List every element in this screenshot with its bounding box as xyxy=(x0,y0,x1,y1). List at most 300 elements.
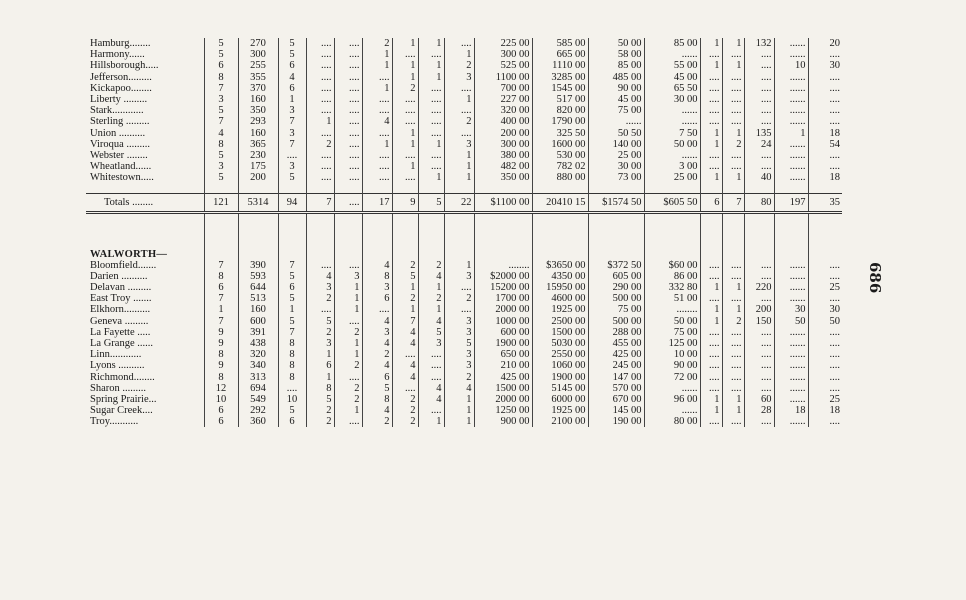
value-cell: 200 xyxy=(238,172,278,183)
value-cell: 150 xyxy=(744,316,774,327)
value-cell: 1 xyxy=(444,150,474,161)
value-cell: 8 xyxy=(278,349,306,360)
value-cell: ...... xyxy=(774,150,808,161)
spacer-cell xyxy=(418,248,444,259)
value-cell: 6 xyxy=(278,416,306,427)
value-cell: 4 xyxy=(392,338,418,349)
value-cell: 500 00 xyxy=(588,293,644,304)
value-cell: 5145 00 xyxy=(532,383,588,394)
value-cell: .... xyxy=(362,72,392,83)
value-cell: 50 50 xyxy=(588,128,644,139)
value-cell: 5 xyxy=(306,394,334,405)
town-name-cell: Whitestown..... xyxy=(90,172,154,184)
value-cell: .... xyxy=(392,172,418,183)
town-name-cell: Harmony...... xyxy=(90,49,145,61)
value-cell: 517 00 xyxy=(532,94,588,105)
value-cell: 1 xyxy=(722,405,744,416)
town-name-cell: Jefferson......... xyxy=(90,71,152,83)
value-cell: 5 xyxy=(306,316,334,327)
spacer-cell xyxy=(86,183,204,194)
value-cell: 1100 00 xyxy=(474,72,532,83)
ledger-body xyxy=(86,38,842,427)
value-cell: 320 xyxy=(238,349,278,360)
value-cell: 210 00 xyxy=(474,360,532,371)
spacer-cell xyxy=(532,183,588,194)
value-cell: .... xyxy=(334,416,362,427)
value-cell: 2 xyxy=(392,394,418,405)
value-cell: 7 xyxy=(204,260,238,271)
table-row xyxy=(86,349,842,360)
value-cell: 28 xyxy=(744,405,774,416)
spacer-cell xyxy=(444,248,474,259)
spacer-cell xyxy=(392,248,418,259)
value-cell: 40 xyxy=(744,172,774,183)
value-cell: 880 00 xyxy=(532,172,588,183)
value-cell: 1 xyxy=(392,72,418,83)
value-cell: .... xyxy=(418,150,444,161)
value-cell: 9 xyxy=(392,194,418,213)
value-cell: 3 xyxy=(418,338,444,349)
value-cell: .... xyxy=(418,360,444,371)
spacer-cell xyxy=(588,213,644,249)
town-name-cell: Webster ........ xyxy=(90,149,148,161)
spacer-cell xyxy=(744,213,774,249)
value-cell: 132 xyxy=(744,38,774,49)
value-cell: 94 xyxy=(278,194,306,213)
value-cell: 370 xyxy=(238,83,278,94)
value-cell: $2000 00 xyxy=(474,271,532,282)
value-cell: .... xyxy=(334,72,362,83)
value-cell: 7 xyxy=(278,260,306,271)
value-cell: .... xyxy=(392,349,418,360)
value-cell: 6 xyxy=(362,372,392,383)
value-cell: 400 00 xyxy=(474,116,532,127)
town-name-cell: Troy........... xyxy=(90,416,139,428)
value-cell: 58 00 xyxy=(588,49,644,60)
value-cell: 6 xyxy=(204,405,238,416)
value-cell: 1 xyxy=(700,282,722,293)
value-cell: .... xyxy=(700,83,722,94)
table-row xyxy=(86,128,842,139)
value-cell: .... xyxy=(808,349,842,360)
value-cell: 5 xyxy=(362,383,392,394)
value-cell: 2 xyxy=(362,416,392,427)
value-cell: .... xyxy=(306,38,334,49)
value-cell: 2 xyxy=(392,293,418,304)
value-cell: 145 00 xyxy=(588,405,644,416)
value-cell: 8 xyxy=(362,271,392,282)
spacer-cell xyxy=(722,248,744,259)
value-cell: 2 xyxy=(418,293,444,304)
value-cell: 121 xyxy=(204,194,238,213)
value-cell: 15200 00 xyxy=(474,282,532,293)
value-cell: 1 xyxy=(334,349,362,360)
value-cell: 50 00 xyxy=(588,38,644,49)
value-cell: 10 xyxy=(204,394,238,405)
value-cell: 1 xyxy=(392,304,418,315)
value-cell: .... xyxy=(700,349,722,360)
value-cell: .... xyxy=(362,304,392,315)
value-cell: .... xyxy=(722,372,744,383)
value-cell: 51 00 xyxy=(644,293,700,304)
value-cell: 147 00 xyxy=(588,372,644,383)
town-name-cell: Spring Prairie... xyxy=(90,393,157,405)
value-cell: .... xyxy=(808,105,842,116)
value-cell: .... xyxy=(278,150,306,161)
value-cell: 7 xyxy=(278,327,306,338)
value-cell: 3 xyxy=(444,327,474,338)
spacer-cell xyxy=(474,183,532,194)
value-cell: 530 00 xyxy=(532,150,588,161)
value-cell: 5 xyxy=(278,38,306,49)
value-cell: 700 00 xyxy=(474,83,532,94)
town-name-cell: Sharon ......... xyxy=(90,382,146,394)
value-cell: 1600 00 xyxy=(532,139,588,150)
value-cell: $605 50 xyxy=(644,194,700,213)
value-cell: .... xyxy=(808,94,842,105)
value-cell: 3 xyxy=(444,271,474,282)
value-cell: .... xyxy=(444,282,474,293)
value-cell: 8 xyxy=(278,338,306,349)
value-cell: .... xyxy=(722,260,744,271)
value-cell: 5 xyxy=(418,194,444,213)
value-cell: .... xyxy=(722,327,744,338)
value-cell: 60 xyxy=(744,394,774,405)
value-cell: 1500 00 xyxy=(474,383,532,394)
value-cell: ........ xyxy=(644,304,700,315)
value-cell: .... xyxy=(744,161,774,172)
value-cell: 1 xyxy=(362,60,392,71)
value-cell: 2 xyxy=(334,327,362,338)
value-cell: 365 xyxy=(238,139,278,150)
value-cell: 3 xyxy=(444,360,474,371)
value-cell: 5 xyxy=(278,405,306,416)
value-cell: ...... xyxy=(774,260,808,271)
value-cell: .... xyxy=(700,161,722,172)
spacer-cell xyxy=(306,213,334,249)
value-cell: .... xyxy=(334,372,362,383)
value-cell: 4 xyxy=(278,72,306,83)
value-cell: ...... xyxy=(774,139,808,150)
value-cell: 3 xyxy=(362,327,392,338)
town-name-cell: Kickapoo........ xyxy=(90,82,152,94)
value-cell: 8 xyxy=(204,372,238,383)
value-cell: .... xyxy=(392,150,418,161)
value-cell: ...... xyxy=(644,405,700,416)
town-name-cell: La Fayette ..... xyxy=(90,326,151,338)
value-cell: 25 00 xyxy=(588,150,644,161)
value-cell: .... xyxy=(362,105,392,116)
value-cell: 6 xyxy=(306,360,334,371)
value-cell: .... xyxy=(700,72,722,83)
spacer-cell xyxy=(588,183,644,194)
value-cell: 1 xyxy=(444,394,474,405)
table-row xyxy=(86,49,842,60)
value-cell: .... xyxy=(700,372,722,383)
value-cell: 485 00 xyxy=(588,72,644,83)
value-cell: .... xyxy=(334,60,362,71)
town-name-cell: Hillsborough..... xyxy=(90,60,159,72)
spacer-cell xyxy=(744,248,774,259)
value-cell: .... xyxy=(744,116,774,127)
value-cell: 1 xyxy=(418,282,444,293)
value-cell: .... xyxy=(808,372,842,383)
value-cell: 2 xyxy=(418,260,444,271)
value-cell: 7 xyxy=(204,116,238,127)
value-cell: .... xyxy=(306,83,334,94)
value-cell: 1 xyxy=(722,282,744,293)
value-cell: 1 xyxy=(418,38,444,49)
spacer-cell xyxy=(334,183,362,194)
value-cell: 1 xyxy=(700,128,722,139)
value-cell: 72 00 xyxy=(644,372,700,383)
value-cell: 25 xyxy=(808,394,842,405)
spacer-cell xyxy=(532,248,588,259)
spacer-cell xyxy=(808,248,842,259)
table-row xyxy=(86,316,842,327)
value-cell: 4350 00 xyxy=(532,271,588,282)
value-cell: ...... xyxy=(644,49,700,60)
spacer-cell xyxy=(444,183,474,194)
value-cell: 3 xyxy=(278,105,306,116)
table-row xyxy=(86,94,842,105)
value-cell: 6 xyxy=(278,60,306,71)
spacer-cell xyxy=(774,248,808,259)
value-cell: .... xyxy=(418,116,444,127)
value-cell: 135 xyxy=(744,128,774,139)
value-cell: 1 xyxy=(700,316,722,327)
table-row xyxy=(86,394,842,405)
value-cell: 5 xyxy=(278,271,306,282)
value-cell: 2 xyxy=(722,139,744,150)
value-cell: 1 xyxy=(334,304,362,315)
value-cell: .... xyxy=(808,271,842,282)
spacer-cell xyxy=(334,248,362,259)
value-cell: 300 xyxy=(238,49,278,60)
value-cell: 2100 00 xyxy=(532,416,588,427)
value-cell: .... xyxy=(392,105,418,116)
value-cell: ...... xyxy=(644,383,700,394)
value-cell: 160 xyxy=(238,128,278,139)
value-cell: 340 xyxy=(238,360,278,371)
value-cell: 140 00 xyxy=(588,139,644,150)
value-cell: 325 50 xyxy=(532,128,588,139)
value-cell: 3 xyxy=(278,161,306,172)
table-row xyxy=(86,383,842,394)
value-cell: 355 xyxy=(238,72,278,83)
value-cell: 2 xyxy=(392,83,418,94)
value-cell: 3 xyxy=(444,349,474,360)
value-cell: .... xyxy=(306,304,334,315)
town-name-cell: Richmond........ xyxy=(90,371,155,383)
value-cell: ...... xyxy=(774,161,808,172)
value-cell: .... xyxy=(418,105,444,116)
value-cell: 10 xyxy=(278,394,306,405)
value-cell: 1 xyxy=(334,405,362,416)
value-cell: 1 xyxy=(392,38,418,49)
value-cell: .... xyxy=(700,360,722,371)
value-cell: 500 00 xyxy=(588,316,644,327)
value-cell: 5 xyxy=(278,172,306,183)
value-cell: .... xyxy=(722,49,744,60)
value-cell: 2 xyxy=(306,416,334,427)
value-cell: 200 xyxy=(744,304,774,315)
spacer-cell xyxy=(722,213,744,249)
value-cell: 17 xyxy=(362,194,392,213)
value-cell: 3 xyxy=(444,139,474,150)
spacer-row xyxy=(86,183,842,194)
value-cell: 3 xyxy=(334,271,362,282)
value-cell: .... xyxy=(808,49,842,60)
value-cell: 18 xyxy=(774,405,808,416)
value-cell: .... xyxy=(362,128,392,139)
value-cell: .... xyxy=(392,49,418,60)
value-cell: ...... xyxy=(774,83,808,94)
value-cell: .... xyxy=(744,416,774,427)
table-row xyxy=(86,139,842,150)
table-row xyxy=(86,327,842,338)
table-row xyxy=(86,338,842,349)
value-cell: 4 xyxy=(362,260,392,271)
value-cell: .... xyxy=(334,161,362,172)
table-row xyxy=(86,60,842,71)
value-cell: .... xyxy=(744,72,774,83)
value-cell: .... xyxy=(334,172,362,183)
spacer-cell xyxy=(808,183,842,194)
value-cell: 525 00 xyxy=(474,60,532,71)
value-cell: ...... xyxy=(774,271,808,282)
value-cell: 1 xyxy=(334,293,362,304)
value-cell: 3 xyxy=(278,128,306,139)
value-cell: 1 xyxy=(418,304,444,315)
value-cell: .... xyxy=(306,172,334,183)
value-cell: 1 xyxy=(278,304,306,315)
value-cell: 4 xyxy=(418,394,444,405)
spacer-cell xyxy=(744,183,774,194)
value-cell: .... xyxy=(744,105,774,116)
value-cell: 2000 00 xyxy=(474,394,532,405)
value-cell: 4 xyxy=(306,271,334,282)
value-cell: .... xyxy=(722,94,744,105)
value-cell: 425 00 xyxy=(588,349,644,360)
value-cell: 644 xyxy=(238,282,278,293)
value-cell: 1 xyxy=(444,416,474,427)
value-cell: .... xyxy=(334,105,362,116)
town-name-cell: Totals ........ xyxy=(86,194,204,213)
value-cell: .... xyxy=(808,416,842,427)
value-cell: .... xyxy=(418,49,444,60)
value-cell: .... xyxy=(418,161,444,172)
spacer-cell xyxy=(700,248,722,259)
value-cell: 1 xyxy=(392,139,418,150)
value-cell: 245 00 xyxy=(588,360,644,371)
table-row xyxy=(86,360,842,371)
value-cell: 2 xyxy=(334,394,362,405)
table-row xyxy=(86,271,842,282)
value-cell: 1 xyxy=(722,38,744,49)
value-cell: .... xyxy=(362,94,392,105)
spacer-cell xyxy=(444,213,474,249)
value-cell: 6 xyxy=(700,194,722,213)
value-cell: 1 xyxy=(700,139,722,150)
value-cell: 7 50 xyxy=(644,128,700,139)
value-cell: 1 xyxy=(362,83,392,94)
value-cell: 2000 00 xyxy=(474,304,532,315)
value-cell: .... xyxy=(306,128,334,139)
value-cell: 30 xyxy=(774,304,808,315)
value-cell: 1925 00 xyxy=(532,304,588,315)
value-cell: 1 xyxy=(700,405,722,416)
value-cell: 600 xyxy=(238,316,278,327)
value-cell: .... xyxy=(306,60,334,71)
town-name-cell: Sugar Creek.... xyxy=(90,405,153,417)
value-cell: 1110 00 xyxy=(532,60,588,71)
value-cell: 425 00 xyxy=(474,372,532,383)
value-cell: ...... xyxy=(774,105,808,116)
value-cell: .... xyxy=(306,161,334,172)
spacer-cell xyxy=(392,213,418,249)
table-row xyxy=(86,105,842,116)
value-cell: ...... xyxy=(774,49,808,60)
value-cell: .... xyxy=(700,327,722,338)
spacer-cell xyxy=(722,183,744,194)
value-cell: 50 xyxy=(808,316,842,327)
value-cell: ...... xyxy=(774,372,808,383)
value-cell: 2 xyxy=(722,316,744,327)
value-cell: 2 xyxy=(444,60,474,71)
value-cell: 300 00 xyxy=(474,139,532,150)
value-cell: 4600 00 xyxy=(532,293,588,304)
value-cell: 30 xyxy=(808,304,842,315)
value-cell: .... xyxy=(362,172,392,183)
spacer-cell xyxy=(204,213,238,249)
value-cell: 1 xyxy=(722,304,744,315)
value-cell: .... xyxy=(306,72,334,83)
value-cell: 694 xyxy=(238,383,278,394)
value-cell: 2500 00 xyxy=(532,316,588,327)
value-cell: 12 xyxy=(204,383,238,394)
table-row xyxy=(86,38,842,49)
spacer-cell xyxy=(278,213,306,249)
value-cell: 1 xyxy=(722,60,744,71)
spacer-row xyxy=(86,213,842,249)
value-cell: .... xyxy=(700,116,722,127)
value-cell: .... xyxy=(444,105,474,116)
value-cell: 605 00 xyxy=(588,271,644,282)
value-cell: 1060 00 xyxy=(532,360,588,371)
value-cell: 320 00 xyxy=(474,105,532,116)
value-cell: 313 xyxy=(238,372,278,383)
value-cell: ...... xyxy=(774,349,808,360)
value-cell: 3 xyxy=(306,282,334,293)
value-cell: 665 00 xyxy=(532,49,588,60)
value-cell: 1 xyxy=(418,139,444,150)
value-cell: ........ xyxy=(474,260,532,271)
value-cell: 1250 00 xyxy=(474,405,532,416)
value-cell: 1 xyxy=(444,94,474,105)
value-cell: 1900 00 xyxy=(474,338,532,349)
value-cell: ...... xyxy=(774,383,808,394)
value-cell: ...... xyxy=(774,394,808,405)
value-cell: 2 xyxy=(444,293,474,304)
value-cell: 4 xyxy=(362,338,392,349)
spacer-cell xyxy=(774,183,808,194)
value-cell: 513 xyxy=(238,293,278,304)
value-cell: .... xyxy=(306,260,334,271)
value-cell: .... xyxy=(418,128,444,139)
table-row xyxy=(86,304,842,315)
value-cell: .... xyxy=(722,338,744,349)
